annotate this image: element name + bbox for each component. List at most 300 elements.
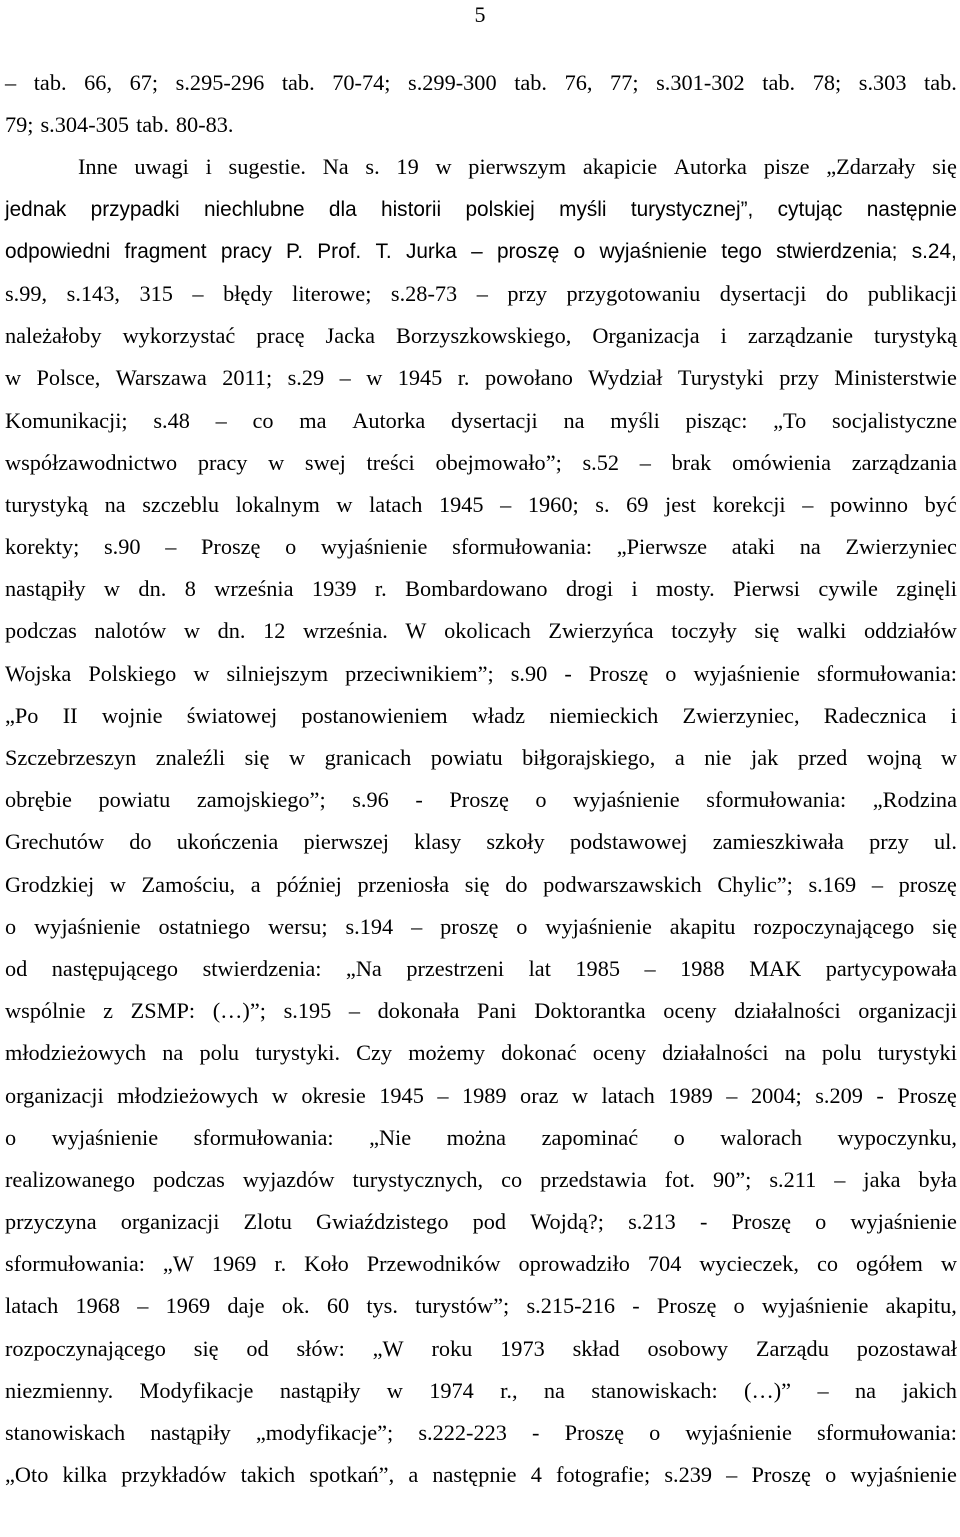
word: s.143,	[66, 280, 120, 306]
word: wspólnie	[5, 998, 86, 1024]
word: o	[285, 534, 297, 560]
word: –	[644, 955, 656, 981]
word: wyjaśnienie	[34, 913, 141, 939]
word: Proszę	[731, 1209, 791, 1235]
word: Borzyszkowskiego,	[396, 323, 572, 349]
word: szkoły	[486, 829, 545, 855]
word: Proszę	[656, 1293, 717, 1319]
word: jak	[751, 745, 779, 770]
word: młodzieżowych	[5, 1040, 147, 1066]
word: Czy	[356, 1040, 393, 1066]
word: 79;	[5, 112, 34, 138]
word: pracy	[220, 239, 272, 263]
word: –	[476, 280, 488, 306]
text-line	[5, 1454, 957, 1496]
word: Wydział	[588, 365, 663, 391]
word: Komunikacji;	[5, 407, 128, 433]
word: tab.	[33, 70, 67, 95]
word: stwierdzenia:	[202, 955, 322, 981]
word: przy	[507, 280, 547, 306]
word: wyjaśnienie	[761, 1293, 869, 1319]
word: nastąpiły	[150, 1420, 231, 1445]
word: s.222-223	[418, 1420, 507, 1445]
word: 1945	[379, 1082, 424, 1108]
word: Autorka	[352, 407, 426, 433]
text-line	[5, 737, 957, 779]
word: –	[500, 491, 512, 517]
word: się	[244, 745, 270, 770]
word: przy	[779, 365, 819, 391]
word: a	[250, 871, 261, 897]
text-line	[5, 990, 957, 1032]
word: w	[940, 1251, 957, 1277]
word: stanowiskach:	[591, 1377, 718, 1403]
word: tab.	[514, 70, 548, 95]
word: na	[104, 491, 126, 517]
word: sformułowania:	[5, 1251, 145, 1277]
word: pod	[472, 1209, 507, 1235]
word: myśli	[610, 407, 660, 433]
word: walki	[796, 618, 847, 644]
word: -	[699, 1209, 708, 1235]
word: sformułowania:	[706, 787, 847, 813]
word: ZSMP:	[130, 998, 196, 1024]
word: światowej	[186, 702, 278, 728]
text-line	[5, 610, 957, 652]
word: turystyki	[877, 1040, 957, 1066]
word: Zwierzyńca	[548, 618, 654, 644]
word: dla	[328, 197, 357, 221]
word: o	[516, 913, 528, 939]
word: o	[665, 660, 677, 686]
word: jaka	[863, 1166, 901, 1192]
word: Proszę	[564, 1420, 625, 1445]
word: uwagi	[134, 154, 189, 180]
word: na	[563, 407, 585, 433]
word: oraz	[520, 1082, 559, 1108]
word: w	[435, 154, 452, 180]
word: Gwiaździstego	[315, 1209, 449, 1235]
word: do	[129, 829, 152, 855]
word: 12	[263, 618, 286, 644]
word: s.213	[628, 1209, 676, 1235]
word: powinno	[829, 491, 909, 517]
word: cywile	[818, 576, 878, 602]
word: dn.	[217, 618, 246, 644]
word: Szczebrzeszyn	[5, 745, 137, 770]
word: 67;	[129, 70, 159, 95]
word: s.	[595, 491, 610, 517]
word: s.304-305	[40, 112, 130, 138]
word: Proszę	[201, 534, 261, 560]
word: oceny	[592, 1040, 646, 1066]
word: -	[632, 1293, 640, 1319]
word: s.303	[858, 70, 907, 95]
word: pierwszej	[303, 829, 389, 855]
word: na	[162, 1040, 184, 1066]
word: w	[940, 745, 957, 770]
word: tego	[721, 239, 762, 263]
word: biłgorajskiego,	[522, 745, 656, 770]
word: 1985	[575, 955, 620, 981]
word: i	[631, 576, 638, 602]
word: dokonała	[377, 998, 460, 1024]
word: proszę	[496, 239, 560, 263]
word: przedstawia	[540, 1166, 647, 1192]
word: niezmienny.	[5, 1377, 114, 1403]
word: w	[109, 871, 126, 897]
word: wyjaśnienie	[51, 1124, 159, 1150]
word: partycypowała	[825, 955, 957, 981]
word: znaleźli	[155, 745, 226, 770]
word: socjalistyczne	[831, 407, 957, 433]
word: skład	[572, 1335, 620, 1361]
word: korekty;	[5, 534, 80, 560]
word: pracy	[197, 449, 248, 475]
word: tab.	[924, 70, 957, 95]
word: nastąpiły	[279, 1377, 361, 1403]
word: pozostawał	[856, 1335, 957, 1361]
word: sugestie.	[228, 154, 306, 180]
word: i	[720, 323, 727, 349]
word: przypadki	[90, 197, 180, 221]
word: ostatniego	[158, 913, 251, 939]
word: wykorzystać	[122, 323, 236, 349]
word: „Nie	[369, 1124, 412, 1150]
word: zapominać	[541, 1124, 639, 1150]
word: Proszę	[897, 1082, 957, 1108]
word: a	[674, 745, 685, 770]
word: i	[205, 154, 212, 180]
word: ukończenia	[176, 829, 279, 855]
word: s.52	[582, 449, 620, 475]
word: wersu;	[268, 913, 328, 939]
word: „Po	[5, 702, 39, 728]
word: Polskiego	[88, 660, 177, 686]
word: s.90	[510, 660, 548, 686]
text-line	[5, 1201, 957, 1243]
word: 1968	[75, 1293, 121, 1319]
word: s.169	[808, 871, 857, 897]
word: podczas	[153, 1166, 225, 1192]
word: P.	[286, 239, 303, 263]
word: powiatu	[430, 745, 503, 770]
word: przygotowaniu	[566, 280, 701, 306]
word: niechlubne	[203, 197, 305, 221]
word: –	[471, 239, 483, 263]
text-line	[5, 1370, 957, 1412]
word: odpowiedni	[5, 239, 111, 263]
word: akapitu,	[885, 1293, 957, 1319]
word: o	[649, 1420, 661, 1445]
text-line	[5, 1328, 957, 1370]
word: Wojska	[5, 660, 72, 686]
word: zarządzanie	[747, 323, 854, 349]
word: s.29	[287, 365, 325, 391]
word: ataki	[731, 534, 776, 560]
word: s.301-302	[656, 70, 745, 95]
word: była	[918, 1166, 957, 1192]
word: s.209	[815, 1082, 863, 1108]
word: nalotów	[94, 618, 167, 644]
word: na	[543, 1377, 565, 1403]
word: lokalnym	[235, 491, 320, 517]
word: przykładów	[121, 1462, 227, 1488]
word: okolicach	[444, 618, 531, 644]
word: s.195	[283, 998, 332, 1024]
text-line	[5, 695, 957, 737]
word: Proszę	[449, 787, 509, 813]
word: s.211	[769, 1166, 817, 1192]
word: w	[183, 618, 200, 644]
word: Organizacja	[592, 323, 700, 349]
word: dn.	[138, 576, 167, 602]
word: 1945	[438, 491, 484, 517]
word: w	[193, 660, 210, 686]
word: 76,	[564, 70, 593, 95]
word: –	[639, 449, 651, 475]
word: wyjaśnienie	[545, 913, 652, 939]
word: następnie	[432, 1462, 517, 1488]
word: Proszę	[588, 660, 649, 686]
word: turystycznej”,	[630, 197, 754, 221]
word: T.	[375, 239, 392, 263]
word: s.99,	[5, 280, 48, 306]
word: fragment	[124, 239, 207, 263]
word: powiatu	[98, 787, 171, 813]
word: granicach	[324, 745, 412, 770]
word: pierwszym	[468, 154, 567, 180]
word: polu	[821, 1040, 862, 1066]
word: organizacji	[5, 1082, 104, 1108]
word: ok.	[281, 1293, 310, 1319]
word: Warszawa	[115, 365, 207, 391]
word: fot.	[664, 1166, 695, 1192]
word: tys.	[366, 1293, 398, 1319]
word: 704	[647, 1251, 682, 1277]
word: treści	[366, 449, 415, 475]
word: 60	[326, 1293, 350, 1319]
word: s.215-216	[526, 1293, 616, 1319]
word: rozpoczynającego	[753, 913, 915, 939]
word: literowe;	[292, 280, 372, 306]
word: młodzieżowych	[117, 1082, 259, 1108]
word: września.	[302, 618, 388, 644]
word: „To	[773, 407, 807, 433]
word: wyjaśnienie	[850, 1462, 957, 1488]
word: oddziałów	[864, 618, 957, 644]
word: następującego	[51, 955, 179, 981]
word: się	[754, 618, 780, 644]
word: władz	[471, 702, 526, 728]
word: w	[271, 1082, 288, 1108]
text-line	[5, 400, 957, 442]
word: stwierdzenia;	[776, 239, 898, 263]
word: brak	[671, 449, 712, 475]
word: września	[214, 576, 294, 602]
word: polskiej	[465, 197, 535, 221]
word: przed	[797, 745, 848, 770]
word: Ministerstwie	[834, 365, 957, 391]
word: Zwierzyniec	[845, 534, 957, 560]
text-line	[5, 442, 957, 484]
word: na	[854, 1377, 877, 1403]
word: latach	[601, 1082, 655, 1108]
word: „W	[372, 1335, 404, 1361]
text-line	[5, 315, 957, 357]
word: 1960;	[527, 491, 579, 517]
word: obejmowało”;	[435, 449, 562, 475]
text-line	[5, 1243, 957, 1285]
word: przy	[869, 829, 909, 855]
word: w	[288, 745, 306, 770]
word: słów:	[296, 1335, 345, 1361]
word: Na	[322, 154, 349, 180]
word: w	[103, 576, 121, 602]
word: się	[932, 913, 957, 939]
word: polu	[199, 1040, 240, 1066]
word: s.96	[352, 787, 389, 813]
word: na	[784, 1040, 806, 1066]
text-line	[5, 1285, 957, 1327]
word: 315	[139, 280, 173, 306]
word: wojnie	[101, 702, 163, 728]
word: tab.	[762, 70, 796, 95]
word: Pani	[476, 998, 517, 1024]
word: Chylic”;	[717, 871, 793, 897]
word: W	[405, 618, 427, 644]
word: „Na	[345, 955, 382, 981]
word: -	[876, 1082, 884, 1108]
word: od	[5, 955, 28, 981]
word: 77;	[610, 70, 639, 95]
word: r.	[274, 1251, 287, 1277]
word: cytując	[777, 197, 843, 221]
word: s.239	[664, 1462, 713, 1488]
word: turystycznych,	[352, 1166, 484, 1192]
text-line	[5, 821, 957, 863]
word: współzawodnictwo	[5, 449, 178, 475]
word: organizacji	[120, 1209, 220, 1235]
word: do	[825, 280, 849, 306]
word: –	[348, 998, 361, 1024]
word: 4	[530, 1462, 542, 1488]
word: –	[817, 1377, 829, 1403]
word: i	[950, 702, 957, 728]
word: Pierwsi	[733, 576, 800, 602]
body-text	[5, 62, 957, 1496]
text-line	[5, 864, 957, 906]
text-line	[5, 1032, 957, 1074]
word: turystyką	[5, 491, 88, 517]
word: nie	[704, 745, 732, 770]
word: postanowieniem	[301, 702, 448, 728]
word: sformułowania:	[452, 534, 593, 560]
word: 70-74;	[332, 70, 391, 95]
word: należałoby	[5, 323, 102, 349]
word: kilka	[62, 1462, 108, 1488]
word: później	[276, 871, 342, 897]
word: Przewodników	[366, 1251, 501, 1277]
word: –	[5, 70, 17, 95]
word: (…)”	[744, 1377, 792, 1403]
word: Jacka	[325, 323, 376, 349]
word: Prof.	[317, 239, 362, 263]
word: zamieszkiwała	[712, 829, 844, 855]
word: wyjazdów	[242, 1166, 335, 1192]
word: sformułowania:	[193, 1124, 334, 1150]
word: rozpoczynającego	[5, 1335, 166, 1361]
word: stanowiskach	[5, 1420, 126, 1445]
text-line	[5, 357, 957, 399]
text-line	[5, 948, 957, 990]
word: proszę	[440, 913, 499, 939]
word: 19	[396, 154, 419, 180]
word: być	[924, 491, 957, 517]
word: myśli	[559, 197, 607, 221]
text-line	[5, 1412, 957, 1454]
word: tab.	[136, 112, 169, 138]
word: Doktorantka	[534, 998, 646, 1024]
word: publikacji	[867, 280, 957, 306]
word: Autorka	[673, 154, 747, 180]
word: działalności	[734, 998, 841, 1024]
word: omówienia	[731, 449, 832, 475]
word: 66,	[84, 70, 113, 95]
word: ma	[299, 407, 327, 433]
word: mosty.	[656, 576, 715, 602]
word: fotografie;	[556, 1462, 651, 1488]
word: s.194	[345, 913, 394, 939]
word: –	[339, 365, 351, 391]
word: zamojskiego”;	[196, 787, 326, 813]
word: MAK	[749, 955, 802, 981]
word: możemy	[408, 1040, 485, 1066]
text-line	[5, 189, 957, 231]
word: daje	[227, 1293, 265, 1319]
word: błędy	[223, 280, 273, 306]
text-line	[5, 273, 957, 315]
word: przestrzeni	[406, 955, 505, 981]
word: osobowy	[647, 1335, 728, 1361]
word: się	[193, 1335, 219, 1361]
word: 1969	[211, 1251, 257, 1277]
word: s.48	[153, 407, 190, 433]
word: Radecznica	[823, 702, 927, 728]
word: II	[62, 702, 78, 728]
word: oceny	[663, 998, 717, 1024]
word: niemieckich	[549, 702, 659, 728]
word: r.	[374, 576, 387, 602]
word: akapicie	[582, 154, 658, 180]
word: wyjaśnienie	[573, 787, 680, 813]
word: s.28-73	[390, 280, 458, 306]
word: Bombardowano	[405, 576, 548, 602]
word: -	[415, 787, 423, 813]
word: -	[564, 660, 572, 686]
word: –	[802, 491, 814, 517]
word: wyjaśnienie	[850, 1209, 957, 1235]
word: Proszę	[751, 1462, 811, 1488]
word: 1945	[397, 365, 443, 391]
word: –	[726, 1082, 738, 1108]
word: Zarządu	[755, 1335, 829, 1361]
text-line	[5, 906, 957, 948]
word: podstawowej	[569, 829, 688, 855]
text-line	[5, 653, 957, 695]
word: przyczyna	[5, 1209, 97, 1235]
word: –	[137, 1293, 149, 1319]
